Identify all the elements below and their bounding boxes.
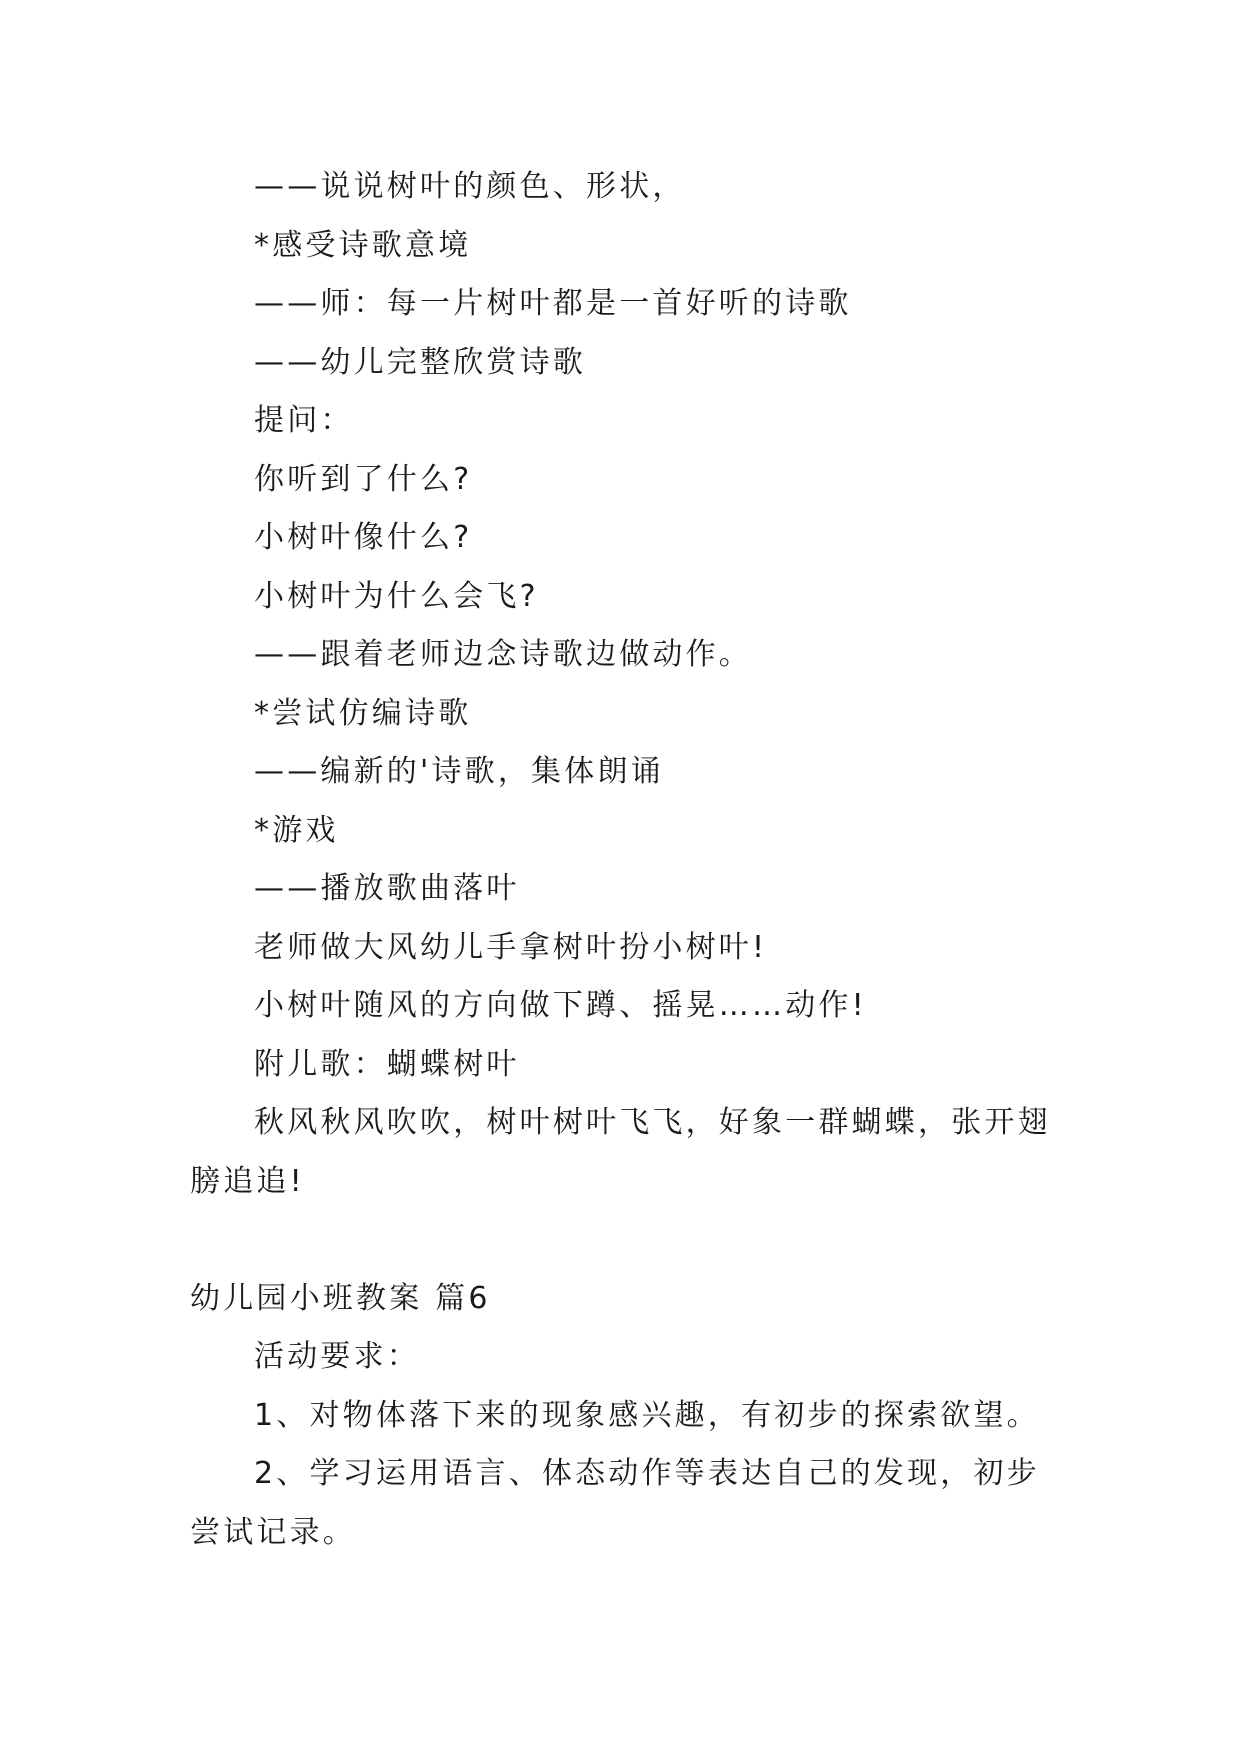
requirement-item-continuation: 尝试记录。 (190, 1514, 356, 1550)
text-line: 老师做大风幼儿手拿树叶扮小树叶! (254, 929, 768, 965)
text-line: 小树叶为什么会飞? (254, 578, 539, 614)
poem-line-continuation: 膀追追! (190, 1163, 305, 1199)
requirement-item: 1、对物体落下来的现象感兴趣，有初步的探索欲望。 (254, 1397, 1040, 1433)
text-line: 提问： (254, 403, 354, 438)
text-line: ——播放歌曲落叶 (254, 871, 520, 906)
text-line: *游戏 (254, 812, 339, 848)
text-line: *感受诗歌意境 (254, 227, 472, 263)
text-line: 小树叶像什么? (254, 520, 473, 555)
text-line: ——跟着老师边念诗歌边做动作。 (254, 637, 752, 672)
text-line: ——编新的'诗歌，集体朗诵 (254, 754, 664, 789)
text-line: 你听到了什么? (254, 461, 473, 497)
document-body (190, 158, 1050, 1562)
requirements-label: 活动要求： (254, 1339, 420, 1374)
poem-line: 秋风秋风吹吹，树叶树叶飞飞，好象一群蝴蝶，张开翅 (254, 1105, 1051, 1140)
text-line: 附儿歌：蝴蝶树叶 (254, 1046, 520, 1082)
text-line: ——说说树叶的颜色、形状， (254, 169, 686, 204)
text-line: ——幼儿完整欣赏诗歌 (254, 344, 586, 380)
text-line: *尝试仿编诗歌 (254, 695, 472, 731)
section-heading: 幼儿园小班教案 篇6 (190, 1280, 491, 1316)
section-spacer (190, 1211, 1050, 1270)
requirement-item: 2、学习运用语言、体态动作等表达自己的发现，初步 (254, 1456, 1040, 1491)
text-line: 小树叶随风的方向做下蹲、摇晃……动作! (254, 988, 867, 1023)
text-line: ——师：每一片树叶都是一首好听的诗歌 (254, 286, 852, 321)
